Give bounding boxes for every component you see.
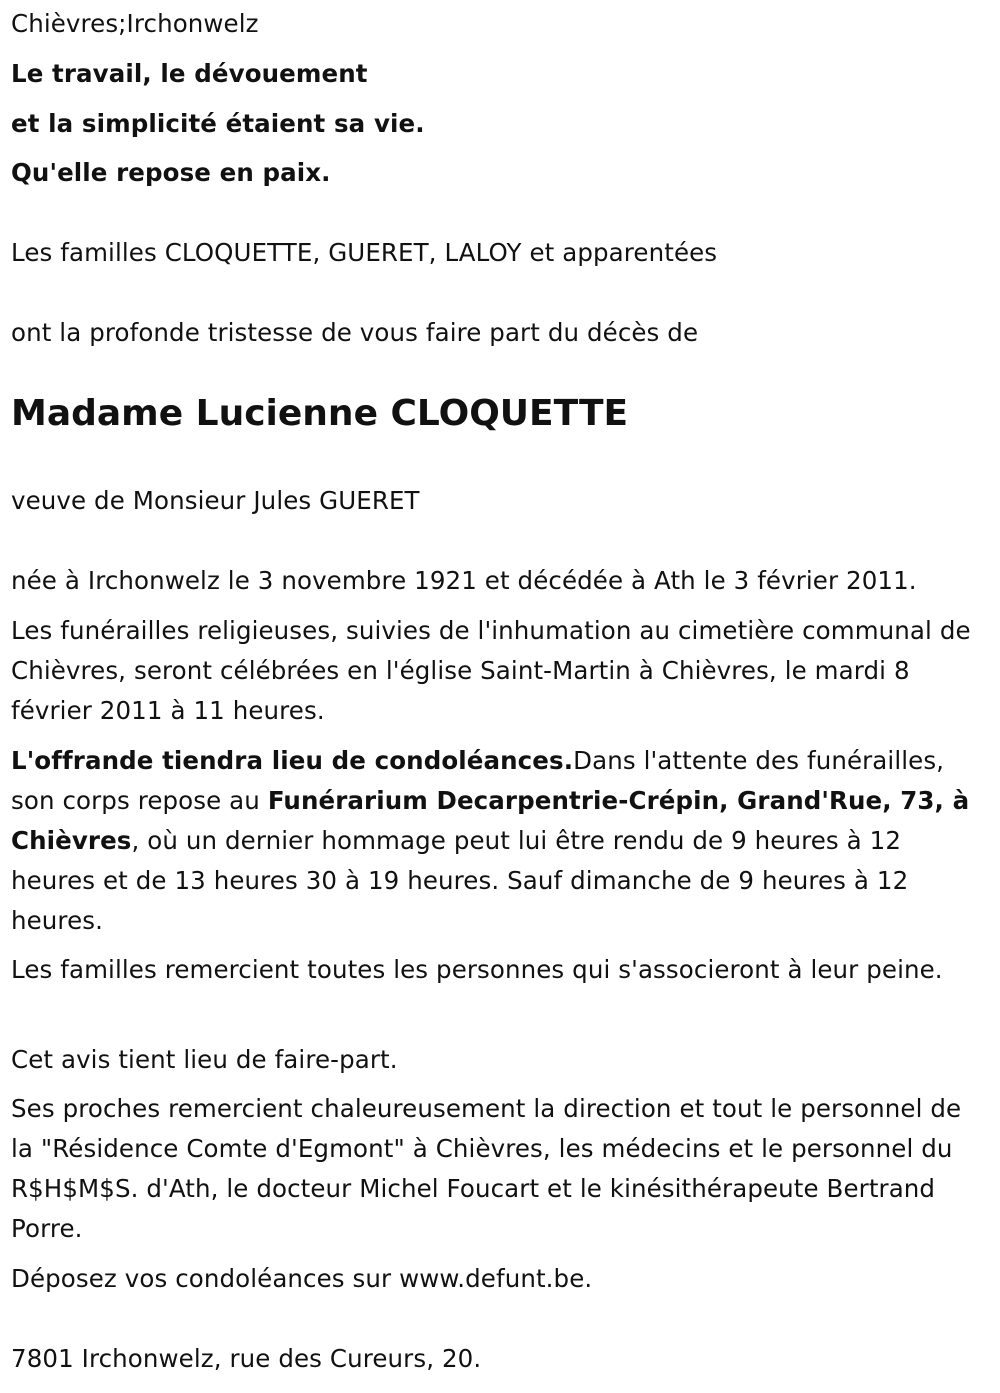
- motto-line-3: Qu'elle repose en paix.: [11, 158, 331, 187]
- offering-paragraph: [11, 741, 986, 941]
- acknowledgements-paragraph: Ses proches remercient chaleureusement la direction et tout le personnel de la "Résidence Comte d'Egmont" à Chièvres, les médecins et le personnel du R$H$M$S. d'Ath, le docteur Michel Foucart et le kinésithérapeute Bertrand Porre.: [11, 1094, 962, 1243]
- offering-text-2: , où un dernier hommage peut lui être rendu de 9 heures à 12 heures et de 13 heures 30 à 19 heures. Sauf dimanche de 9 heures à 12 heures.: [11, 826, 909, 935]
- condolences-line: Déposez vos condoléances sur www.defunt.be.: [11, 1264, 593, 1293]
- thanks-paragraph: Les familles remercient toutes les personnes qui s'associeront à leur peine.: [11, 955, 943, 984]
- families-line: Les familles CLOQUETTE, GUERET, LALOY et apparentées: [11, 238, 718, 267]
- motto-line-2: et la simplicité étaient sa vie.: [11, 109, 425, 138]
- birth-death-line: née à Irchonwelz le 3 novembre 1921 et décédée à Ath le 3 février 2011.: [11, 566, 917, 595]
- deceased-name: Madame Lucienne CLOQUETTE: [11, 393, 629, 434]
- motto-line-1: Le travail, le dévouement: [11, 59, 368, 88]
- widow-of-line: veuve de Monsieur Jules GUERET: [11, 486, 420, 515]
- offering-text-1: Dans l'attente des funérailles, son corps repose au: [11, 746, 945, 815]
- header-location: Chièvres;Irchonwelz: [11, 9, 259, 38]
- offering-lead: L'offrande tiendra lieu de condoléances.: [11, 746, 574, 775]
- address-line: 7801 Irchonwelz, rue des Cureurs, 20.: [11, 1344, 482, 1373]
- funerarium-address: Funérarium Decarpentrie-Crépin, Grand'Rue, 73, à Chièvres: [11, 786, 970, 855]
- funeral-paragraph: Les funérailles religieuses, suivies de l'inhumation au cimetière communal de Chièvres, seront célébrées en l'église Saint-Martin à Chièvres, le mardi 8 février 2011 à 11 heures.: [11, 616, 971, 725]
- announcement-line: ont la profonde tristesse de vous faire part du décès de: [11, 318, 699, 347]
- notice-line: Cet avis tient lieu de faire-part.: [11, 1045, 398, 1074]
